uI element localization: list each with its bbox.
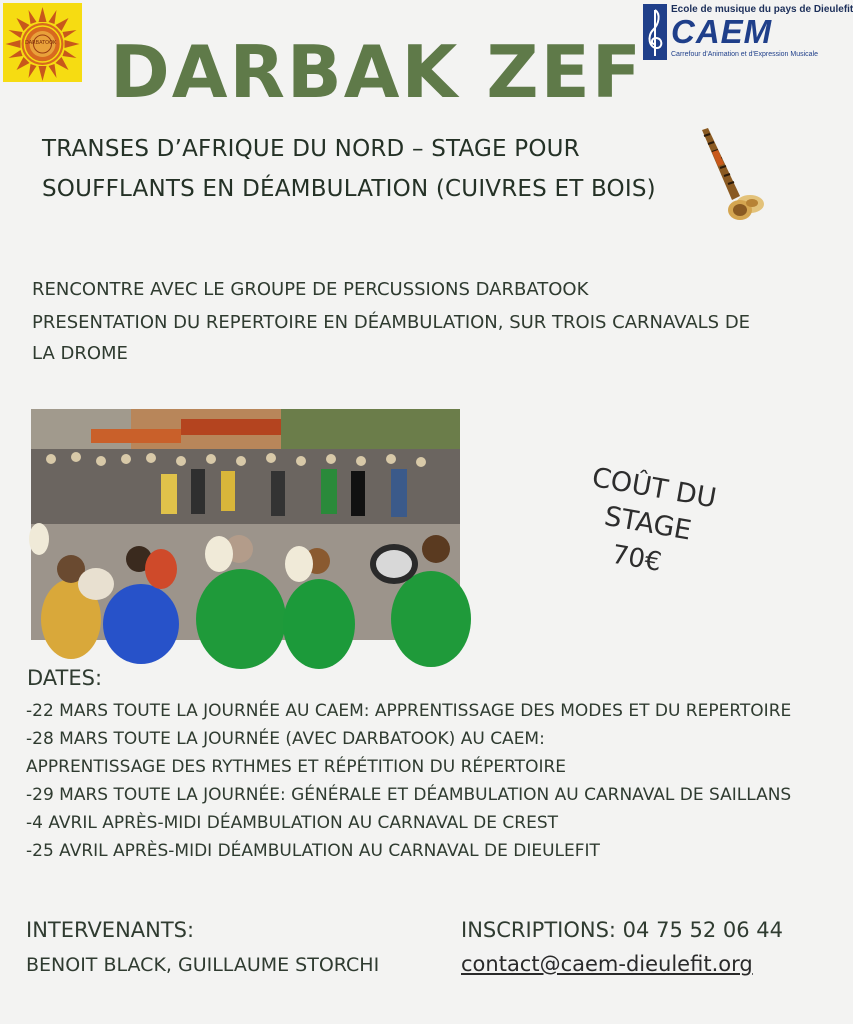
intro-line-3: LA DROME bbox=[32, 343, 128, 364]
intervenants-names: BENOIT BLACK, GUILLAUME STORCHI bbox=[26, 954, 380, 976]
date-line: -25 AVRIL APRÈS-MIDI DÉAMBULATION AU CARNAVAL DE DIEULEFIT bbox=[26, 841, 600, 861]
inscriptions-phone: INSCRIPTIONS: 04 75 52 06 44 bbox=[461, 918, 783, 942]
cost-badge bbox=[549, 456, 741, 623]
intervenants-title: INTERVENANTS: bbox=[26, 918, 195, 942]
cost-line-1: COÛT DU bbox=[589, 462, 719, 515]
page-title: DARBAK ZEF bbox=[110, 30, 643, 114]
darbatook-logo bbox=[3, 3, 82, 82]
logo-left-text: DARBATOOK bbox=[25, 40, 57, 46]
carnival-photo bbox=[31, 409, 460, 640]
contact-email-link[interactable]: contact@caem-dieulefit.org bbox=[461, 952, 753, 976]
date-line: -4 AVRIL APRÈS-MIDI DÉAMBULATION AU CARNAVAL DE CREST bbox=[26, 813, 559, 833]
date-line: -29 MARS TOUTE LA JOURNÉE: GÉNÉRALE ET DÉAMBULATION AU CARNAVAL DE SAILLANS bbox=[26, 785, 792, 805]
treble-clef-icon bbox=[643, 4, 667, 60]
horn-instrument-icon bbox=[694, 124, 770, 224]
date-line: APPRENTISSAGE DES RYTHMES ET RÉPÉTITION DU RÉPERTOIRE bbox=[26, 757, 567, 777]
intro-line-1: RENCONTRE AVEC LE GROUPE DE PERCUSSIONS DARBATOOK bbox=[32, 279, 589, 300]
date-line: -22 MARS TOUTE LA JOURNÉE AU CAEM: APPRENTISSAGE DES MODES ET DU REPERTOIRE bbox=[26, 701, 792, 721]
caem-logo bbox=[643, 4, 853, 62]
caem-sub-line: Carrefour d'Animation et d'Expression Musicale bbox=[671, 51, 819, 58]
dates-title: DATES: bbox=[27, 666, 103, 690]
subtitle-line-2: SOUFFLANTS EN DÉAMBULATION (CUIVRES ET BOIS) bbox=[42, 176, 656, 202]
subtitle-line-1: TRANSES D’AFRIQUE DU NORD – STAGE POUR bbox=[42, 136, 580, 162]
caem-top-line: Ecole de musique du pays de Dieulefit bbox=[671, 4, 853, 15]
cost-price: 70€ bbox=[609, 539, 664, 578]
date-line: -28 MARS TOUTE LA JOURNÉE (AVEC DARBATOOK) AU CAEM: bbox=[26, 729, 545, 749]
caem-name: CAEM bbox=[671, 13, 773, 50]
cost-line-2: STAGE bbox=[602, 500, 694, 547]
intro-line-2: PRESENTATION DU REPERTOIRE EN DÉAMBULATION, SUR TROIS CARNAVALS DE bbox=[32, 312, 751, 333]
